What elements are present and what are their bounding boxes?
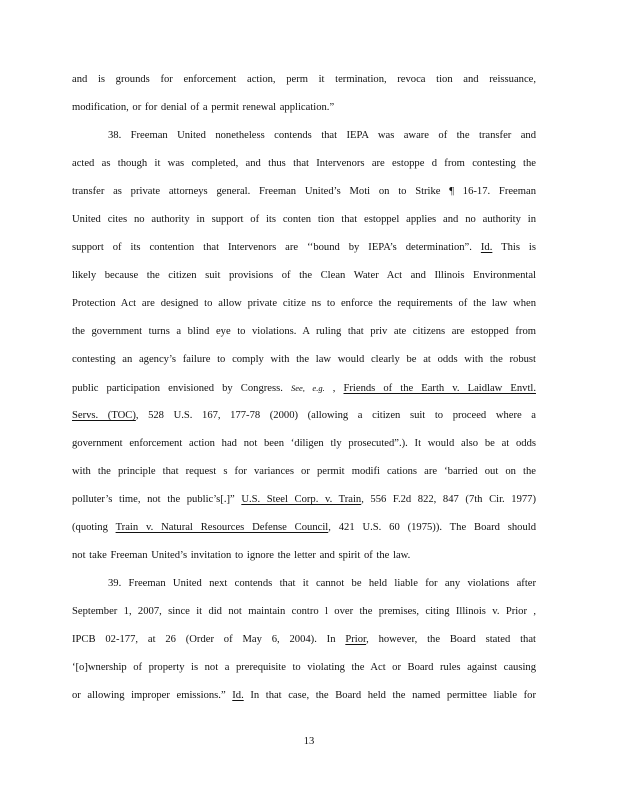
paragraph-39-line: 39. Freeman United next contends that it cannot be held liable for any violations after [108, 578, 536, 589]
text-line: public participation envisioned by Congress. See, e.g. , Friends of the Earth v. Laidlaw Envtl. [72, 383, 536, 394]
text-line: the government turns a blind eye to violations. A ruling that priv ate citizens are estopped from [72, 326, 536, 337]
text-line: modification, or for denial of a permit renewal application.” [72, 102, 335, 113]
text-line: not take Freeman United’s invitation to ignore the letter and spirit of the law. [72, 550, 411, 561]
text-line [72, 493, 536, 507]
text-line: transfer as private attorneys general. Freeman United’s Moti on to Strike ¶ 16-17. Freeman [72, 186, 536, 197]
text-line: September 1, 2007, since it did not maintain contro l over the premises, citing Illinois v. Prior , [72, 606, 536, 617]
text-line: ‘[o]wnership of property is not a prerequisite to violating the Act or Board rules against causing [72, 662, 536, 673]
text-line: and is grounds for enforcement action, perm it termination, revoca tion and reissuance, [72, 74, 536, 85]
text-line [72, 689, 536, 703]
text-segment: , however, the Board stated that [366, 634, 536, 645]
page-number: 13 [303, 736, 315, 747]
text-segment: In that case, the Board held the named permittee liable for [250, 690, 536, 701]
citation-link[interactable]: Prior [345, 634, 367, 645]
text-segment: polluter’s time, not the public’s[.]” [72, 494, 235, 505]
text-segment: , 528 U.S. 167, 177-78 (2000) (allowing a citizen suit to proceed where a [135, 410, 536, 421]
text-segment: or allowing improper emissions.” [72, 690, 226, 701]
citation-link[interactable]: Servs. (TOC) [72, 410, 136, 421]
text-line [72, 633, 536, 647]
text-line: contesting an agency’s failure to comply with the law would clearly be at odds with the robust [72, 354, 536, 365]
text-line: government enforcement action had not been ‘diligen tly prosecuted”.). It would also be at odds [72, 438, 536, 449]
text-segment: support of its contention that Intervenors are ‘‘bound by IEPA’s determination”. [72, 242, 472, 253]
text-line: United cites no authority in support of its conten tion that estoppel applies and no authority in [72, 214, 536, 225]
citation-link[interactable]: Id. [480, 242, 493, 253]
text-line [72, 521, 536, 535]
citation-link[interactable]: Friends of the Earth v. Laidlaw Envtl. [343, 383, 536, 394]
text-line [72, 409, 536, 423]
citation-link[interactable]: Id. [232, 690, 244, 701]
text-line: Protection Act are designed to allow private citize ns to enforce the requirements of the law when [72, 298, 536, 309]
text-segment: , 421 U.S. 60 (1975)). The Board should [328, 522, 536, 533]
paragraph-38-line: 38. Freeman United nonetheless contends that IEPA was aware of the transfer and [108, 130, 536, 141]
text-segment: public participation envisioned by Congress. [72, 383, 283, 394]
text-segment: (quoting [72, 522, 108, 533]
text-line: with the principle that request s for variances or permit modifi cations are ‘barried out on the [72, 466, 536, 477]
text-segment: , 556 F.2d 822, 847 (7th Cir. 1977) [361, 494, 536, 505]
text-segment: This is [501, 242, 536, 253]
text-line [72, 241, 536, 255]
citation-link[interactable]: Train v. Natural Resources Defense Council [115, 522, 329, 533]
text-line: acted as though it was completed, and thus that Intervenors are estoppe d from contesting the [72, 158, 536, 169]
citation-signal: See, e.g. [290, 383, 325, 393]
text-line: likely because the citizen suit provisions of the Clean Water Act and Illinois Environmental [72, 270, 536, 281]
text-segment: IPCB 02-177, at 26 (Order of May 6, 2004). In [72, 634, 336, 645]
citation-link[interactable]: U.S. Steel Corp. v. Train [241, 494, 362, 505]
